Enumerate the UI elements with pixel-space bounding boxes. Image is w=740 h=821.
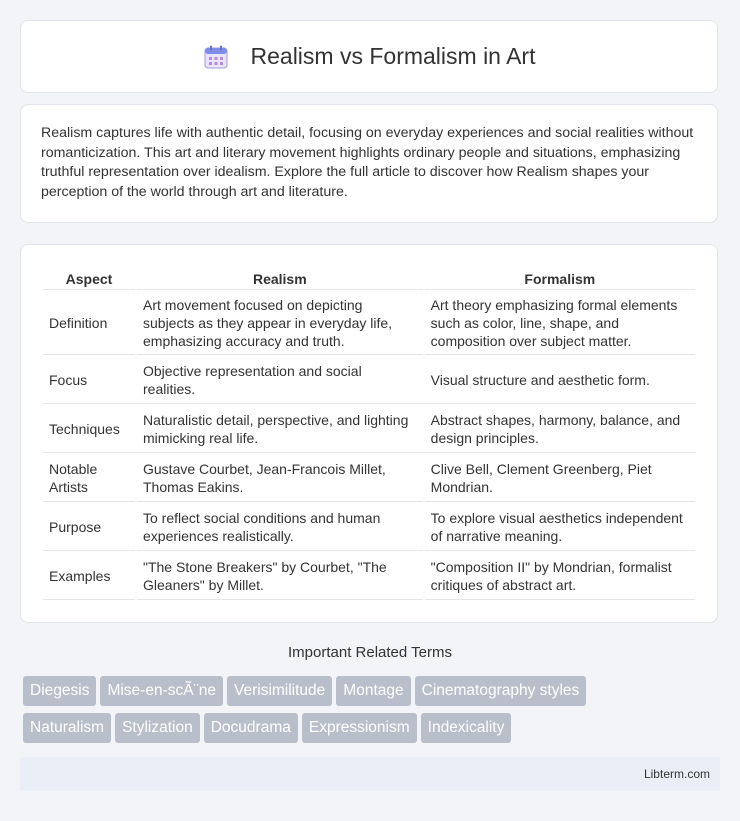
row-formalism: Visual structure and aesthetic form.: [425, 357, 695, 404]
footer: [20, 757, 720, 791]
footer-brand-link[interactable]: Libterm.com: [643, 767, 710, 781]
header-realism: Realism: [137, 267, 423, 290]
row-formalism: To explore visual aesthetics independent of narrative meaning.: [425, 504, 695, 551]
row-realism: "The Stone Breakers" by Courbet, "The Gleaners" by Millet.: [137, 553, 423, 600]
tag-diegesis[interactable]: Diegesis: [23, 676, 96, 706]
row-realism: Gustave Courbet, Jean-Francois Millet, Thomas Eakins.: [137, 455, 423, 502]
row-aspect: Techniques: [43, 406, 135, 453]
table-row: [43, 504, 695, 551]
related-terms-tags: [23, 676, 723, 750]
table-row: [43, 357, 695, 404]
tag-mise-en-scene[interactable]: Mise-en-scÃ¨ne: [100, 676, 223, 706]
tag-indexicality[interactable]: Indexicality: [421, 713, 512, 743]
table-row: [43, 455, 695, 502]
tag-expressionism[interactable]: Expressionism: [302, 713, 417, 743]
header-formalism: Formalism: [425, 267, 695, 290]
row-realism: Art movement focused on depicting subjects as they appear in everyday life, emphasizing accuracy and truth.: [137, 292, 423, 355]
page-title: Realism vs Formalism in Art: [250, 43, 536, 69]
header-aspect: Aspect: [43, 267, 135, 290]
row-aspect: Focus: [43, 357, 135, 404]
tag-naturalism[interactable]: Naturalism: [23, 713, 111, 743]
row-realism: Objective representation and social realities.: [137, 357, 423, 404]
related-terms-title: Important Related Terms: [288, 644, 452, 661]
row-formalism: "Composition II" by Mondrian, formalist critiques of abstract art.: [425, 553, 695, 600]
row-aspect: Examples: [43, 553, 135, 600]
table-row: [43, 292, 695, 355]
tag-montage[interactable]: Montage: [336, 676, 410, 706]
row-formalism: Clive Bell, Clement Greenberg, Piet Mondrian.: [425, 455, 695, 502]
row-formalism: Abstract shapes, harmony, balance, and design principles.: [425, 406, 695, 453]
comparison-table: [41, 265, 697, 602]
comparison-card: [20, 244, 718, 623]
intro-card: [20, 104, 718, 223]
tag-verisimilitude[interactable]: Verisimilitude: [227, 676, 332, 706]
table-row: [43, 406, 695, 453]
table-row: [43, 553, 695, 600]
row-realism: Naturalistic detail, perspective, and lighting mimicking real life.: [137, 406, 423, 453]
calendar-icon: [203, 44, 229, 70]
intro-text: Realism captures life with authentic detail, focusing on everyday experiences and social realities without romanticization. This art and literary movement highlights ordinary people and situations, emphasizing truthful representation over idealism. Explore the full article to discover how Realism shapes your perception of the world through art and literature.: [41, 125, 694, 200]
tag-docudrama[interactable]: Docudrama: [204, 713, 298, 743]
row-realism: To reflect social conditions and human experiences realistically.: [137, 504, 423, 551]
row-aspect: Notable Artists: [43, 455, 135, 502]
row-aspect: Definition: [43, 292, 135, 355]
row-formalism: Art theory emphasizing formal elements such as color, line, shape, and composition over subject matter.: [425, 292, 695, 355]
table-header-row: [43, 267, 695, 290]
tag-cinematography-styles[interactable]: Cinematography styles: [415, 676, 587, 706]
header-card: [20, 20, 718, 93]
row-aspect: Purpose: [43, 504, 135, 551]
tag-stylization[interactable]: Stylization: [115, 713, 200, 743]
